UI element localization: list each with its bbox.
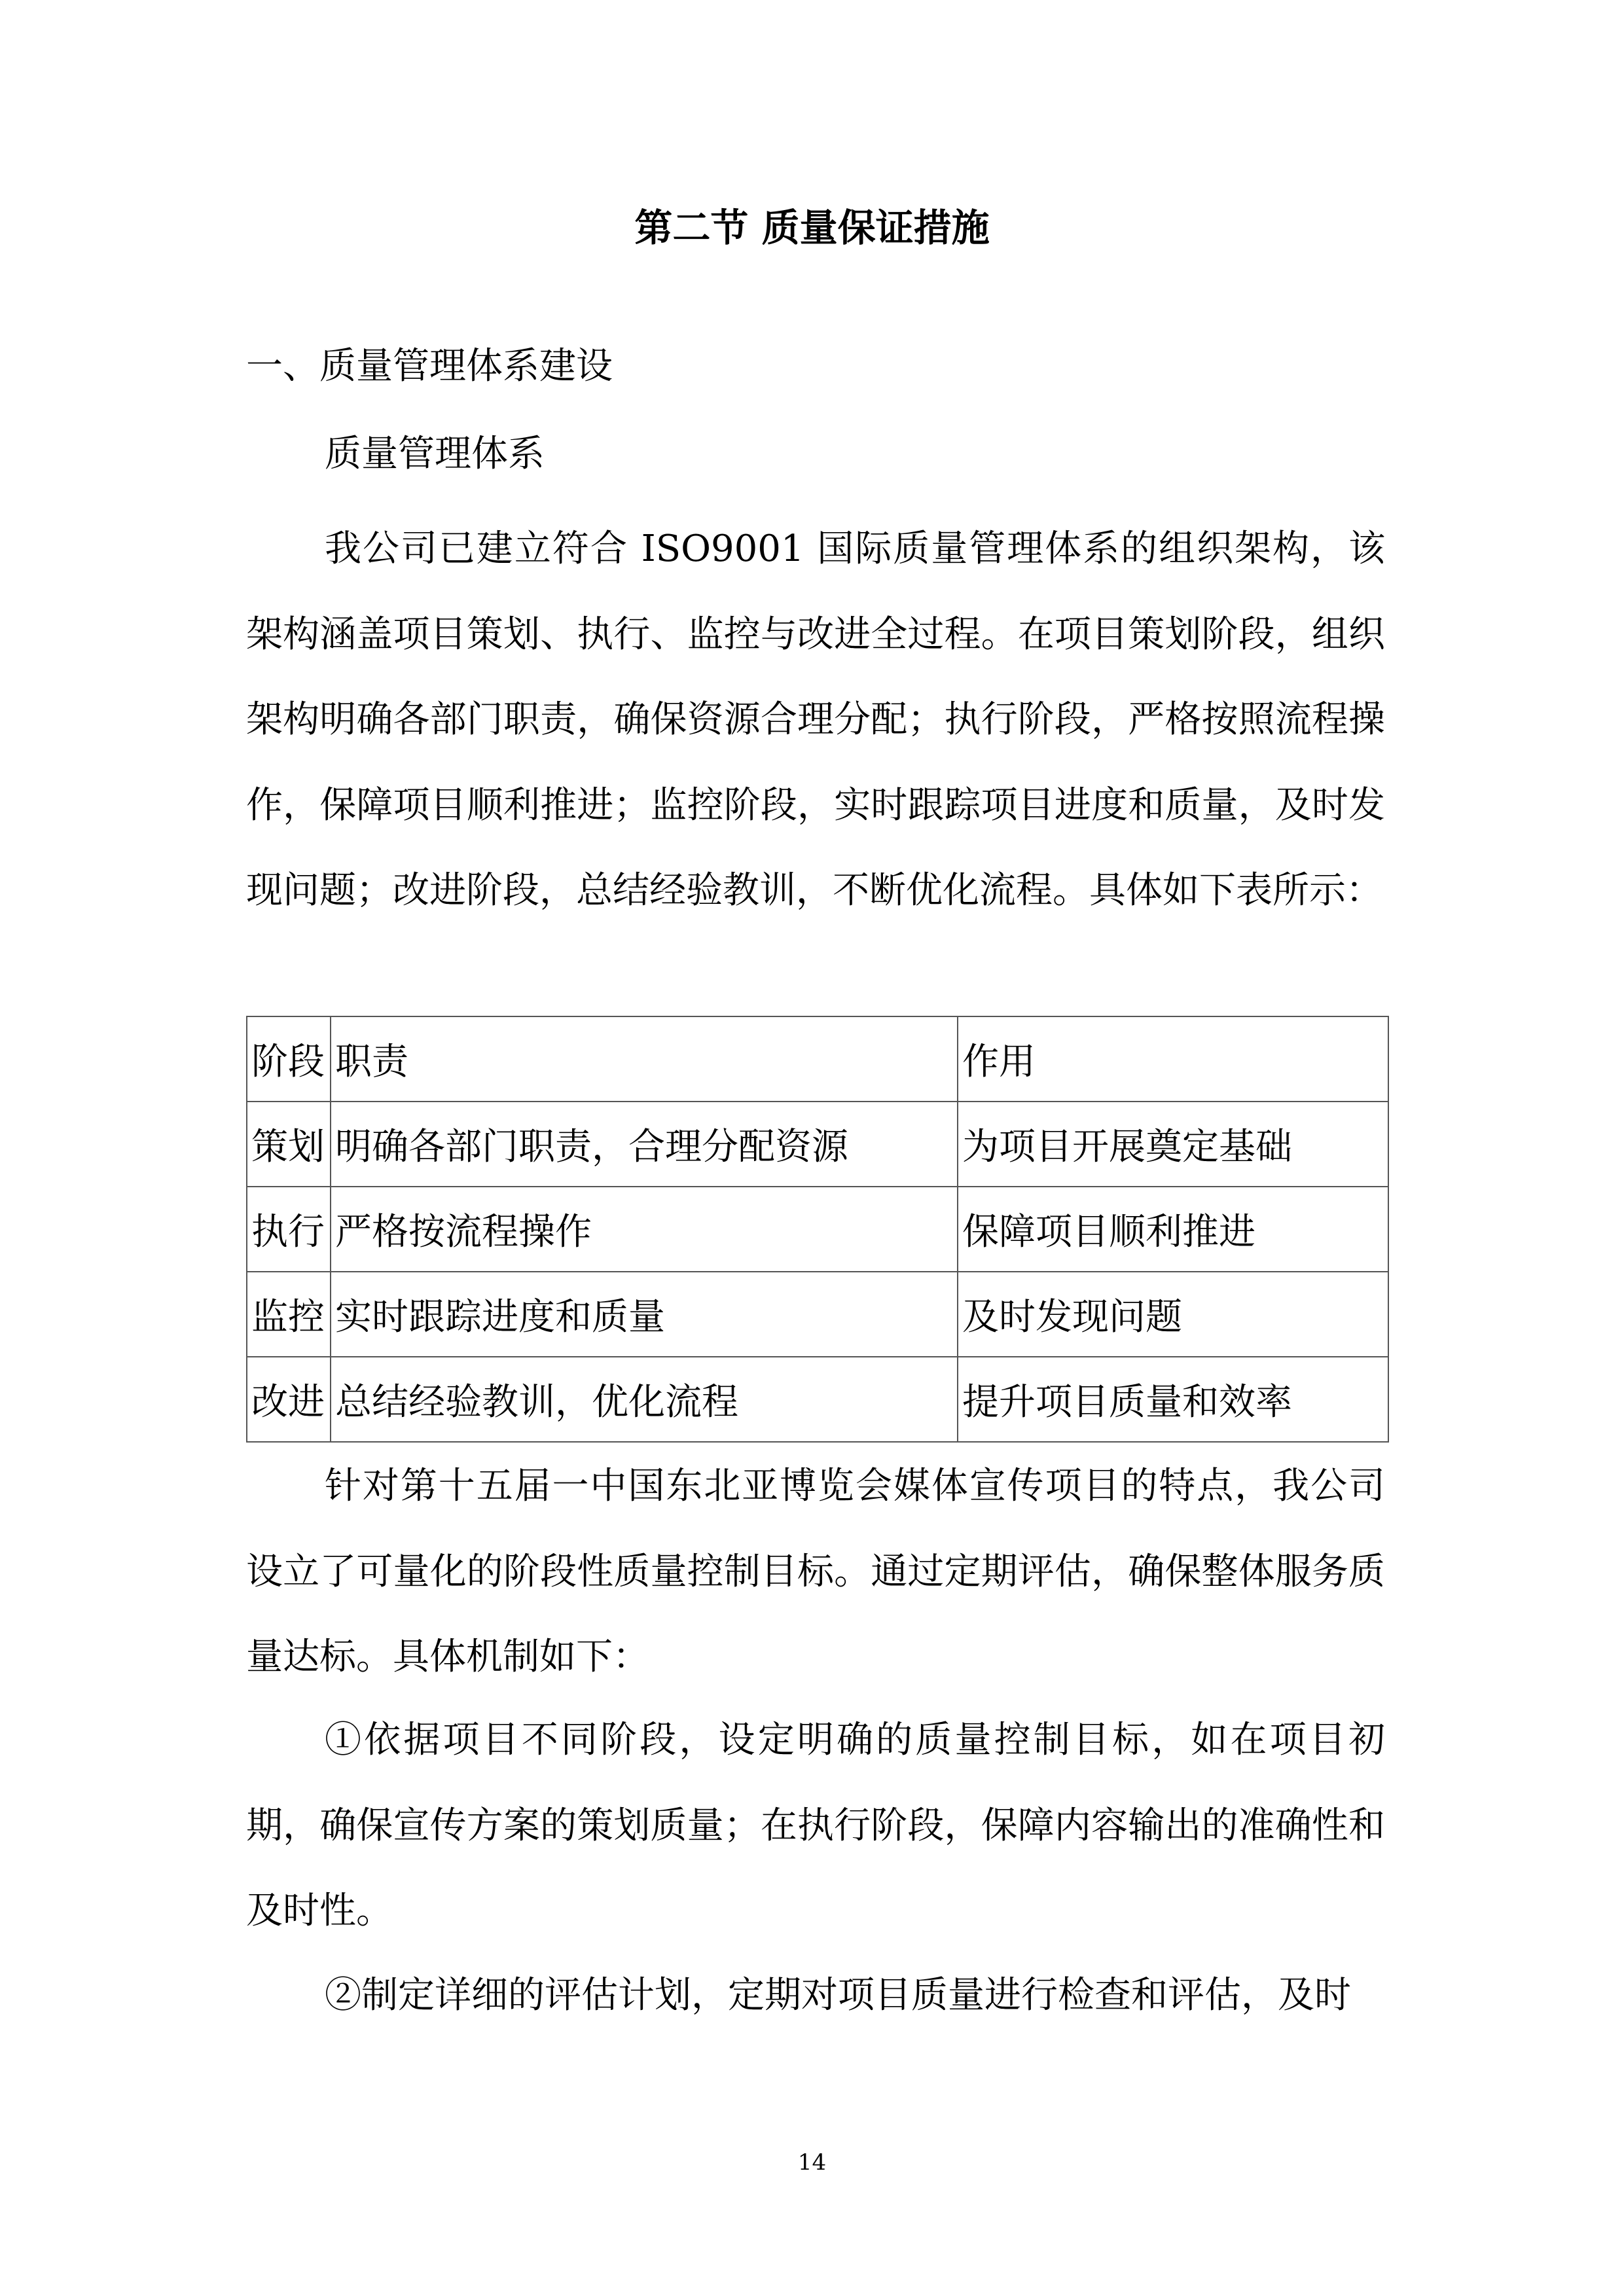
table-cell-effect: 为项目开展奠定基础 xyxy=(958,1102,1388,1187)
table-cell-duty: 总结经验教训，优化流程 xyxy=(331,1357,958,1442)
page-title: 第二节 质量保证措施 xyxy=(634,206,990,250)
table-cell-effect: 及时发现问题 xyxy=(958,1272,1388,1357)
table-cell-effect: 保障项目顺利推进 xyxy=(958,1187,1388,1272)
header-effect: 作用 xyxy=(958,1016,1388,1102)
subsection-heading: 质量管理体系 xyxy=(325,433,545,475)
table-cell-stage: 改进 xyxy=(247,1357,331,1442)
table-cell-duty: 严格按流程操作 xyxy=(331,1187,958,1272)
page-number: 14 xyxy=(797,2149,827,2176)
paragraph-item-1: ①依据项目不同阶段，设定明确的质量控制目标，如在项目初期，确保宣传方案的策划质量；在执行阶段，保障内容输出的准确性和及时性。 xyxy=(246,1719,1385,1932)
paragraph-project-goals: 针对第十五届一中国东北亚博览会媒体宣传项目的特点，我公司设立了可量化的阶段性质量控制目标。通过定期评估，确保整体服务质量达标。具体机制如下： xyxy=(246,1465,1385,1678)
table-row xyxy=(247,1187,1388,1272)
table-cell-stage: 监控 xyxy=(247,1272,331,1357)
table-row xyxy=(247,1102,1388,1187)
table-cell-stage: 执行 xyxy=(247,1187,331,1272)
table-row xyxy=(247,1357,1388,1442)
table-cell-effect: 提升项目质量和效率 xyxy=(958,1357,1388,1442)
section-heading: 一、质量管理体系建设 xyxy=(246,345,613,387)
table-row xyxy=(247,1272,1388,1357)
header-stage: 阶段 xyxy=(247,1016,331,1102)
table-header-row xyxy=(247,1016,1388,1102)
paragraph-item-2: ②制定详细的评估计划，定期对项目质量进行检查和评估，及时 xyxy=(325,1974,1351,2017)
table-cell-duty: 明确各部门职责，合理分配资源 xyxy=(331,1102,958,1187)
header-duty: 职责 xyxy=(331,1016,958,1102)
quality-stage-table xyxy=(246,1016,1389,1443)
table-cell-duty: 实时跟踪进度和质量 xyxy=(331,1272,958,1357)
paragraph-intro: 我公司已建立符合 ISO9001 国际质量管理体系的组织架构，该架构涵盖项目策划、执行、监控与改进全过程。在项目策划阶段，组织架构明确各部门职责，确保资源合理分配；执行阶段，严格按照流程操作，保障项目顺利推进；监控阶段，实时跟踪项目进度和质量，及时发现问题；改进阶段，总结经验教训，不断优化流程。具体如下表所示： xyxy=(246,528,1385,912)
table-cell-stage: 策划 xyxy=(247,1102,331,1187)
